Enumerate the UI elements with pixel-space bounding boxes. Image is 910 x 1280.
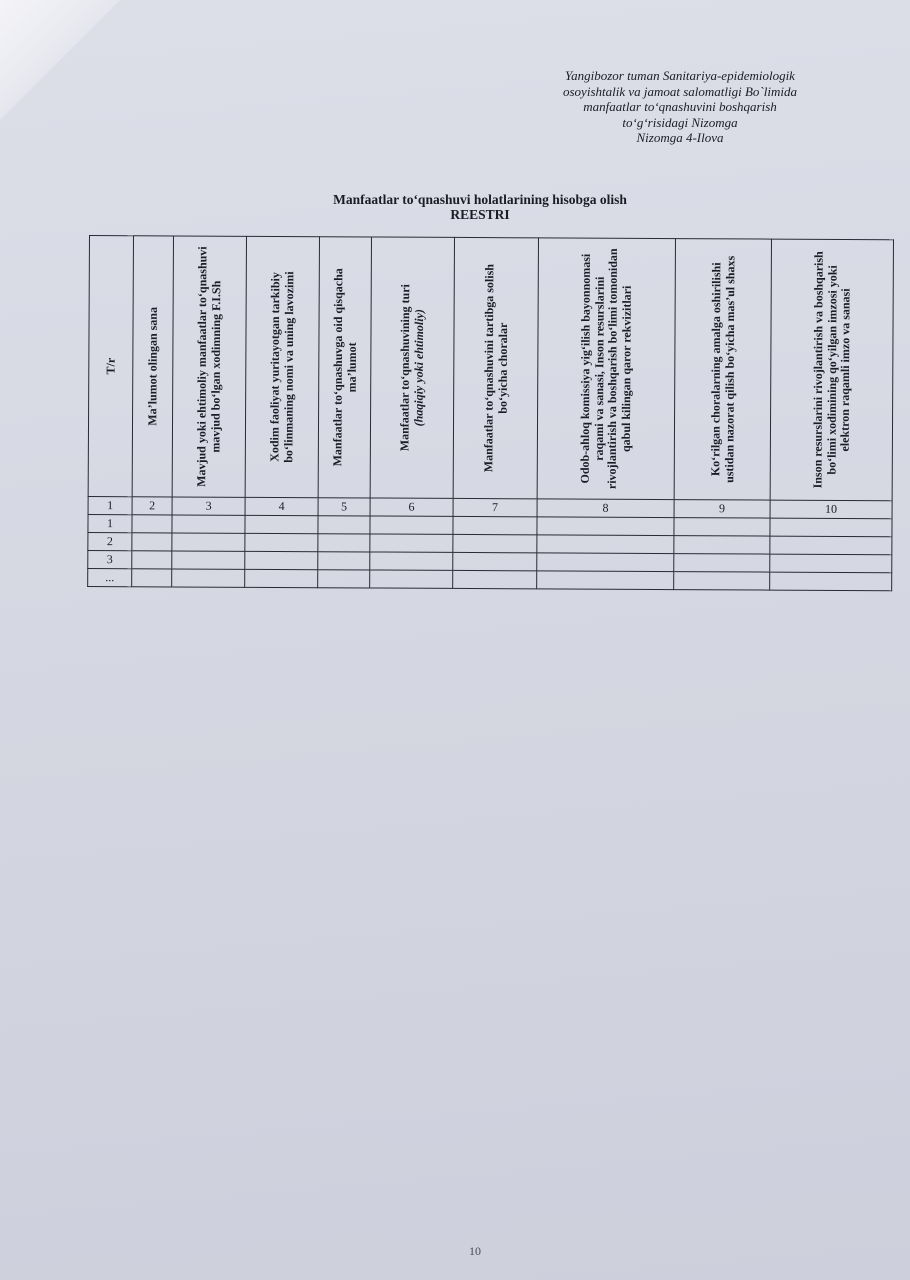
column-number: 10 — [770, 500, 892, 519]
register-table — [87, 235, 894, 591]
empty-cell — [674, 536, 770, 555]
empty-cell — [674, 572, 770, 591]
empty-cell — [245, 551, 318, 569]
header-text: T/r — [103, 357, 118, 375]
empty-cell — [770, 572, 892, 591]
empty-cell — [453, 534, 537, 552]
empty-cell — [318, 534, 370, 552]
empty-cell — [370, 552, 453, 570]
annex-line: Yangibozor tuman Sanitariya-epidemiologik — [565, 68, 795, 83]
page-corner-fold — [0, 0, 120, 120]
empty-cell — [537, 535, 674, 554]
empty-cell — [245, 515, 318, 533]
empty-cell — [674, 518, 770, 537]
empty-cell — [453, 516, 537, 534]
row-number: 3 — [88, 550, 132, 568]
empty-cell — [245, 533, 318, 551]
empty-cell — [537, 517, 674, 536]
empty-cell — [370, 570, 453, 588]
page-number: 10 — [469, 1244, 481, 1258]
column-number: 4 — [245, 497, 318, 515]
empty-cell — [770, 554, 892, 573]
header-cell — [318, 237, 371, 498]
header-text: Odob-ahloq komissiya yig‘ilish bayonnomasi raqami va sanasi, Inson resurslarini rivojlantirish va boshqarish bo‘limi tomonidan qabul kilingan qaror rekvizitlari — [577, 248, 634, 490]
empty-cell — [318, 516, 370, 534]
column-number: 8 — [537, 499, 674, 518]
header-text: Manfaatlar to‘qnashuvga oid qisqacha ma’lumot — [329, 268, 358, 467]
empty-cell — [674, 554, 770, 573]
column-number: 6 — [370, 498, 453, 516]
header-cell — [132, 236, 173, 497]
empty-cell — [132, 515, 172, 533]
header-text: Mavjud yoki ehtimoliy manfaatlar to‘qnashuvi mavjud bo‘lgan xodimning F.I.Sh — [194, 246, 223, 487]
column-number: 9 — [674, 500, 770, 519]
empty-cell — [453, 570, 537, 588]
annex-line: osoyishtalik va jamoat salomatligi Bo`limida — [563, 83, 797, 99]
empty-cell — [770, 518, 892, 537]
header-text: Ko‘rilgan choralarning amalga oshirilishi ustidan nazorat qilish bo‘yicha mas’ul shaxs — [707, 255, 737, 483]
header-cell — [770, 239, 893, 501]
header-cell — [172, 236, 246, 497]
title-line-reestri: REESTRI — [450, 207, 510, 222]
empty-cell — [370, 516, 453, 534]
header-note: (haqiqiy yoki ehtimoliy) — [411, 309, 426, 427]
header-cell — [88, 236, 133, 497]
column-number: 2 — [132, 497, 172, 515]
column-number: 3 — [172, 497, 245, 515]
empty-cell — [453, 552, 537, 570]
empty-cell — [132, 569, 172, 587]
column-number: 5 — [318, 498, 370, 516]
empty-cell — [172, 533, 245, 551]
empty-cell — [770, 536, 892, 555]
document-title — [250, 192, 710, 222]
column-number: 1 — [88, 496, 132, 514]
header-cell — [674, 239, 771, 500]
title-line: Manfaatlar to‘qnashuvi holatlarining hisobga olish — [333, 192, 627, 207]
empty-cell — [537, 553, 674, 572]
empty-cell — [370, 534, 453, 552]
empty-cell — [172, 569, 245, 587]
header-cell — [370, 237, 454, 498]
annex-line: manfaatlar to‘qnashuvini boshqarish — [583, 99, 777, 114]
row-number: ... — [88, 568, 132, 586]
row-number: 2 — [88, 532, 132, 550]
empty-cell — [245, 569, 318, 587]
header-row — [88, 236, 893, 501]
column-number: 7 — [453, 498, 537, 516]
annex-line: Nizomga 4-Ilova — [636, 130, 724, 145]
table-row — [88, 568, 892, 590]
header-cell — [245, 236, 319, 497]
header-text: Inson resurslarini rivojlantirish va boshqarish bo‘limi xodimining qo‘yilgan imzosi yoki elektron raqamli imzo va sanasi — [809, 251, 852, 489]
empty-cell — [172, 515, 245, 533]
empty-cell — [132, 551, 172, 569]
annex-note — [520, 68, 840, 146]
empty-cell — [318, 570, 370, 588]
row-number: 1 — [88, 514, 132, 532]
header-text: Manfaatlar to‘qnashuvining turi — [397, 284, 413, 452]
empty-cell — [132, 533, 172, 551]
header-text: Xodim faoliyat yuritayotgan tarkibiy bo‘linmaning nomi va uning lavozimi — [267, 271, 296, 463]
empty-cell — [318, 552, 370, 570]
empty-cell — [172, 551, 245, 569]
annex-line: to‘g‘risidagi Nizomga — [622, 114, 738, 130]
header-cell — [453, 237, 538, 498]
header-text: Manfaatlar to‘qnashuvini tartibga solish bo‘yicha choralar — [480, 263, 510, 473]
header-text: Ma’lumot olingan sana — [144, 306, 160, 426]
header-cell — [537, 238, 675, 500]
empty-cell — [537, 571, 674, 590]
